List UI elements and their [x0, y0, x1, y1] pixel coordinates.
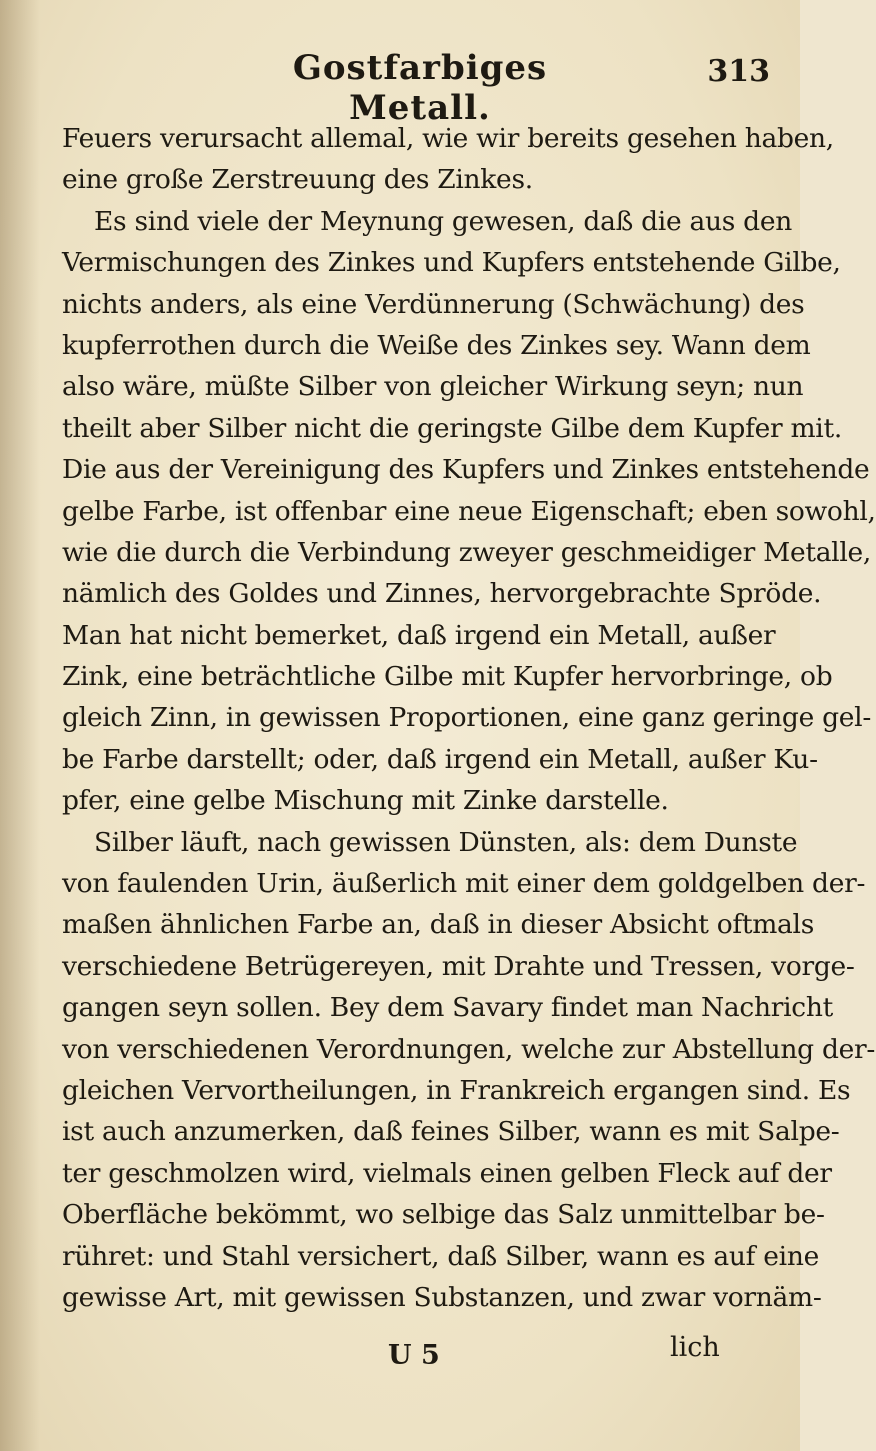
text-line: rühret: und Stahl versichert, daß Silber, wann es auf eine: [62, 1240, 819, 1272]
text-line: pfer, eine gelbe Mischung mit Zinke darstelle.: [62, 785, 669, 817]
text-line: kupferrothen durch die Weiße des Zinkes sey. Wann dem: [62, 329, 811, 361]
text-line: Zink, eine beträchtliche Gilbe mit Kupfer hervorbringe, ob: [62, 661, 833, 693]
text-line: Es sind viele der Meynung gewesen, daß die aus den: [94, 205, 792, 237]
text-line: nämlich des Goldes und Zinnes, hervorgebrachte Sprödе.: [62, 578, 822, 610]
text-line: gangen seyn sollen. Bey dem Savary findet man Nachricht: [62, 992, 833, 1024]
signature-mark: U 5: [388, 1340, 440, 1371]
text-line: be Farbe darstellt; oder, daß irgend ein Metall, außer Ku-: [62, 743, 818, 775]
text-line: ter geschmolzen wird, vielmals einen gelben Fleck auf der: [62, 1157, 832, 1189]
text-line: nichts anders, als eine Verdünnerung (Schwächung) des: [62, 288, 805, 320]
text-line: gewisse Art, mit gewissen Substanzen, und zwar vornäm-: [62, 1281, 822, 1313]
page-number: 313: [707, 54, 770, 89]
text-line: von verschiedenen Verordnungen, welche zur Abstellung der-: [62, 1033, 876, 1065]
text-line: gelbe Farbe, ist offenbar eine neue Eigenschaft; eben sowohl,: [62, 495, 876, 527]
page-footer: [0, 1332, 800, 1390]
text-line: verschiedene Betrügereyen, mit Drahte und Tressen, vorge-: [62, 950, 855, 982]
text-line: Die aus der Vereinigung des Kupfers und Zinkes entstehende: [62, 454, 870, 486]
text-line: Man hat nicht bemerket, daß irgend ein Metall, außer: [62, 619, 776, 651]
text-line: Silber läuft, nach gewissen Dünsten, als: dem Dunste: [94, 826, 798, 858]
text-line: maßen ähnlichen Farbe an, daß in dieser Absicht oftmals: [62, 909, 815, 941]
body-text: [62, 118, 876, 1318]
text-line: Vermischungen des Zinkes und Kupfers entstehende Gilbe,: [62, 247, 841, 279]
text-line: Feuers verursacht allemal, wie wir bereits gesehen haben,: [62, 123, 834, 154]
page-gutter-shadow: [0, 0, 40, 1451]
text-line: gleich Zinn, in gewissen Proportionen, eine ganz geringe gel-: [62, 702, 871, 734]
text-line: Oberfläche bekömmt, wo selbige das Salz unmittelbar be-: [62, 1199, 825, 1231]
text-line: gleichen Vervortheilungen, in Frankreich ergangen sind. Es: [62, 1074, 851, 1106]
text-line: von faulenden Urin, äußerlich mit einer dem goldgelben der-: [62, 868, 866, 900]
text-line: theilt aber Silber nicht die geringste Gilbe dem Kupfer mit.: [62, 412, 842, 444]
running-title: Gostfarbiges Metall.: [292, 48, 548, 128]
text-line: eine große Zerstreuung des Zinkes.: [62, 164, 533, 196]
running-head: [70, 48, 770, 128]
text-line: wie die durch die Verbindung zweyer geschmeidiger Metalle,: [62, 536, 872, 568]
text-line: ist auch anzumerken, daß feines Silber, wann es mit Salpe-: [62, 1116, 840, 1148]
catchword: lich: [670, 1332, 720, 1363]
text-line: also wäre, müßte Silber von gleicher Wirkung seyn; nun: [62, 371, 804, 403]
